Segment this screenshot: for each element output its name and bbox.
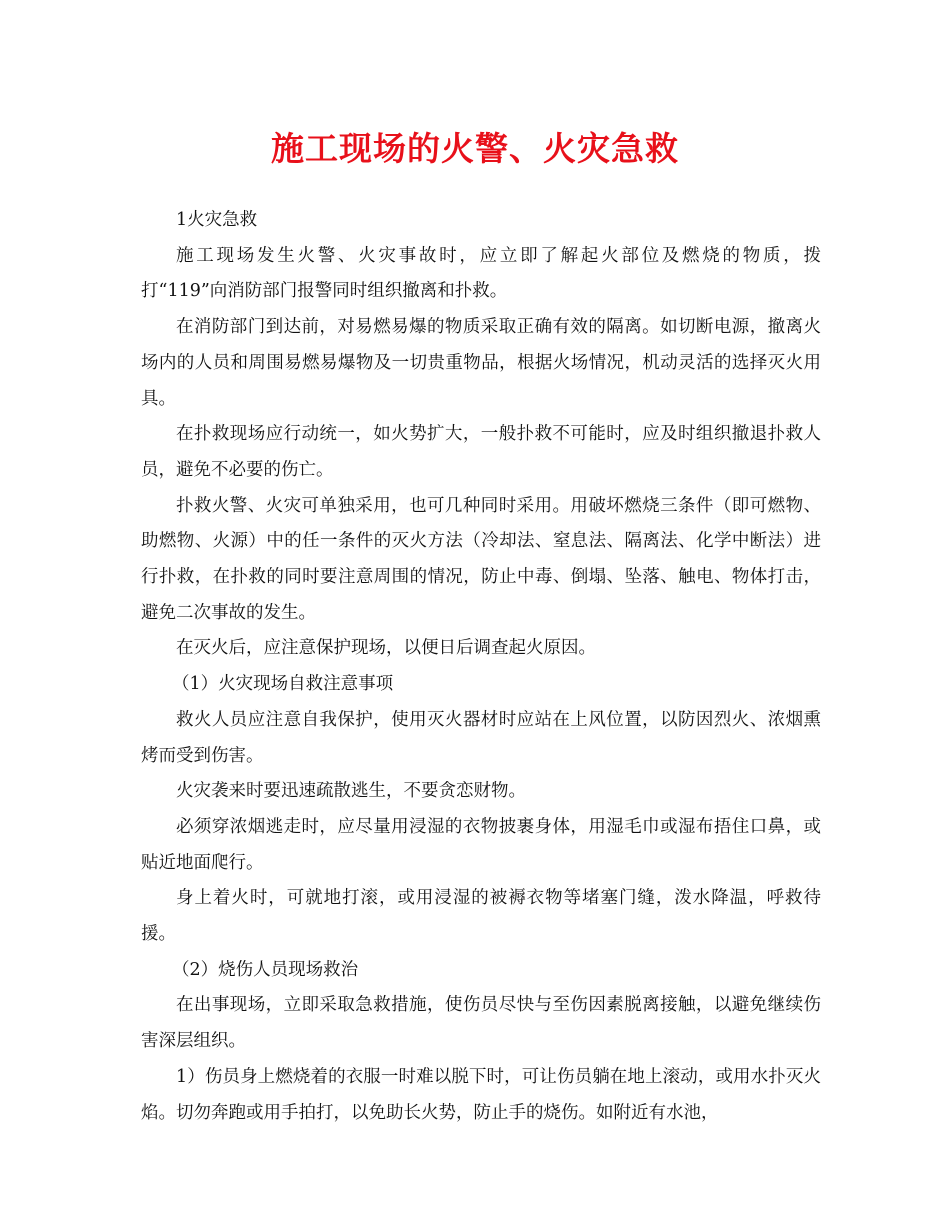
- paragraph: 扑救火警、火灾可单独采用，也可几种同时采用。用破坏燃烧三条件（即可燃物、助燃物、火源）中的任一条件的灭火方法（冷却法、窒息法、隔离法、化学中断法）进行扑救，在扑救的同时要注意周围的情况，防止中毒、倒塌、坠落、触电、物体打击，避免二次事故的发生。: [141, 495, 821, 623]
- paragraph: 在出事现场，立即采取急救措施，使伤员尽快与至伤因素脱离接触，以避免继续伤害深层组织。: [141, 995, 821, 1052]
- subsection-heading-self-rescue: （1）火灾现场自救注意事项: [172, 674, 394, 695]
- document-title: 施工现场的火警、火灾急救: [271, 129, 679, 168]
- paragraph: 1）伤员身上燃烧着的衣服一时难以脱下时，可让伤员躺在地上滚动，或用水扑灭火焰。切勿奔跑或用手拍打，以免助长火势，防止手的烧伤。如附近有水池，: [141, 1066, 821, 1123]
- paragraph: 身上着火时，可就地打滚，或用浸湿的被褥衣物等堵塞门缝，泼水降温，呼救待援。: [141, 888, 821, 945]
- paragraph: 在消防部门到达前，对易燃易爆的物质采取正确有效的隔离。如切断电源，撤离火场内的人员和周围易燃易爆物及一切贵重物品，根据火场情况，机动灵活的选择灭火用具。: [141, 317, 821, 409]
- paragraph: 施工现场发生火警、火灾事故时，应立即了解起火部位及燃烧的物质，拨打“119”向消防部门报警同时组织撤离和扑救。: [141, 245, 821, 302]
- section-heading-fire-rescue: 1火灾急救: [176, 210, 258, 230]
- paragraph: 在扑救现场应行动统一，如火势扩大，一般扑救不可能时，应及时组织撤退扑救人员，避免不必要的伤亡。: [141, 424, 821, 480]
- subsection-heading-burn-treatment: （2）烧伤人员现场救治: [172, 959, 359, 980]
- paragraph: 火灾袭来时要迅速疏散逃生，不要贪恋财物。: [176, 781, 526, 802]
- paragraph: 必须穿浓烟逃走时，应尽量用浸湿的衣物披裹身体，用湿毛巾或湿布捂住口鼻，或贴近地面爬行。: [141, 816, 821, 873]
- paragraph: 救火人员应注意自我保护，使用灭火器材时应站在上风位置，以防因烈火、浓烟熏烤而受到伤害。: [141, 709, 821, 766]
- document-body: [141, 203, 821, 1131]
- paragraph: 在灭火后，应注意保护现场，以便日后调查起火原因。: [176, 638, 596, 659]
